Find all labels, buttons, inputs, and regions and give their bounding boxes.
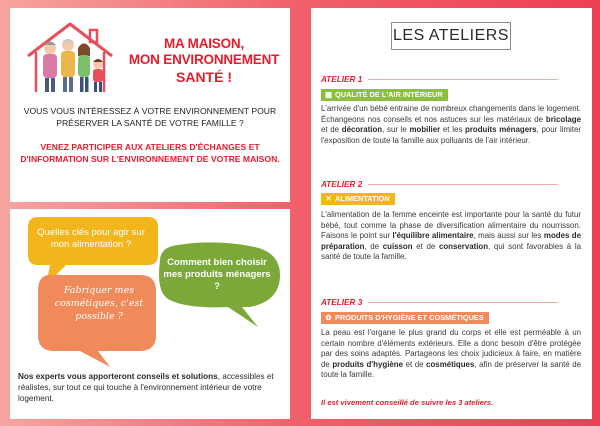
description-text: L'arrivée d'un bébé entraine de nombreux changements dans le logement. Échangeons nos conseils et nos astuces sur les matériaux de [321, 104, 581, 124]
main-title [120, 36, 288, 85]
main-title-line2: MON ENVIRONNEMENT [128, 52, 280, 67]
intro-question: VOUS VOUS INTÉRESSEZ À VOTRE ENVIRONNEMENT POUR PRÉSERVER LA SANTÉ DE VOTRE FAMILLE ? [23, 106, 277, 128]
atelier-3-label-text: ATELIER 3 [321, 298, 363, 307]
atelier-1-description [321, 104, 581, 146]
atelier-1-label [321, 75, 558, 84]
emphasis-text: cosmétiques [426, 359, 475, 369]
emphasis-text: conservation [438, 241, 489, 251]
emphasis-text: produits d'hygiène [332, 359, 404, 369]
questions-panel [10, 209, 290, 419]
invitation-text: VENEZ PARTICIPER AUX ATELIERS D'ÉCHANGES ET D'INFORMATION SUR L'ENVIRONNEMENT DE VOTRE MAISON. [20, 142, 280, 164]
experts-text-bold: Nos experts vous apporteront conseils et solutions [18, 372, 218, 381]
cutlery-icon: ✕ [325, 194, 332, 203]
emphasis-text: modes de préparation [321, 231, 581, 251]
description-text: , mais aussi sur les [473, 231, 544, 241]
ateliers-panel [311, 8, 592, 419]
description-text: L'alimentation de la femme enceinte est importante pour la santé du futur bébé, tout comme la phase de diversification alimentaire du nourrisson. Faisons le point sur [321, 210, 581, 241]
atelier-2-label-text: ATELIER 2 [321, 180, 363, 189]
description-text: , afin de préserver la santé de toute la famille. [321, 359, 582, 380]
atelier-2-description [321, 210, 581, 263]
description-text: et les [440, 125, 465, 135]
emphasis-text: cuisson [382, 241, 413, 251]
emphasis-text: produits ménagers [465, 125, 537, 135]
experts-text-rest: , accessibles et réalistes, sur tout ce qui touche à l'environnement intérieur de votre logement. [18, 372, 274, 404]
atelier-3-tag-text: PRODUITS D'HYGIÈNE ET COSMÉTIQUES [335, 313, 484, 322]
main-title-line1: MA MAISON, [164, 36, 244, 51]
main-title-line3: SANTÉ ! [176, 69, 232, 85]
experts-text [18, 371, 284, 405]
description-text: , sur le [382, 125, 410, 135]
ateliers-title: LES ATELIERS [391, 22, 511, 50]
description-text: , qui sont favorables à la santé de toute la famille. [321, 241, 581, 262]
description-text: La peau est l'organe le plus grand du corps et elle est perméable à un certain nombre d'éléments extérieurs. Elle a donc besoin d'être protégée par des soins adaptés. Partageons les choix judicieux à faire, en matière de [321, 328, 581, 369]
emphasis-text: l'équilibre alimentaire [392, 231, 474, 241]
air-icon: ▦ [325, 90, 332, 99]
atelier-2-tag-text: ALIMENTATION [335, 194, 390, 203]
hygiene-icon: ✿ [325, 313, 332, 322]
family-house-illustration [20, 18, 120, 96]
atelier-1-rule [368, 79, 558, 80]
atelier-2-label [321, 180, 558, 189]
atelier-3-description [321, 328, 581, 381]
atelier-3-tag [321, 312, 489, 324]
bubble-cosmetics-question: Fabriquer mes cosmétiques, c'est possible ? [54, 285, 144, 322]
intro-panel [10, 8, 290, 202]
atelier-3-label [321, 298, 558, 307]
emphasis-text: décoration [341, 125, 383, 135]
emphasis-text: mobilier [409, 125, 441, 135]
description-text: , pour limiter l'exposition de toute la famille aux polluants de l'air intérieur. [321, 125, 581, 145]
description-text: et de [403, 359, 427, 369]
atelier-1-tag [321, 89, 448, 101]
atelier-2-tag [321, 193, 395, 205]
atelier-1-tag-text: QUALITÉ DE L'AIR INTÉRIEUR [335, 90, 443, 99]
footnote: Il est vivement conseillé de suivre les 3 ateliers. [321, 398, 494, 407]
description-text: , de [364, 241, 383, 251]
atelier-3-rule [368, 302, 558, 303]
bubble-cleaning-question: Comment bien choisir mes produits ménagers ? [163, 257, 271, 292]
emphasis-text: bricolage [545, 114, 581, 124]
description-text: et de [412, 241, 439, 251]
bubble-food-question: Quelles clés pour agir sur mon alimentation ? [37, 227, 145, 250]
description-text: et de [321, 125, 342, 135]
atelier-2-rule [368, 184, 558, 185]
atelier-1-label-text: ATELIER 1 [321, 75, 363, 84]
